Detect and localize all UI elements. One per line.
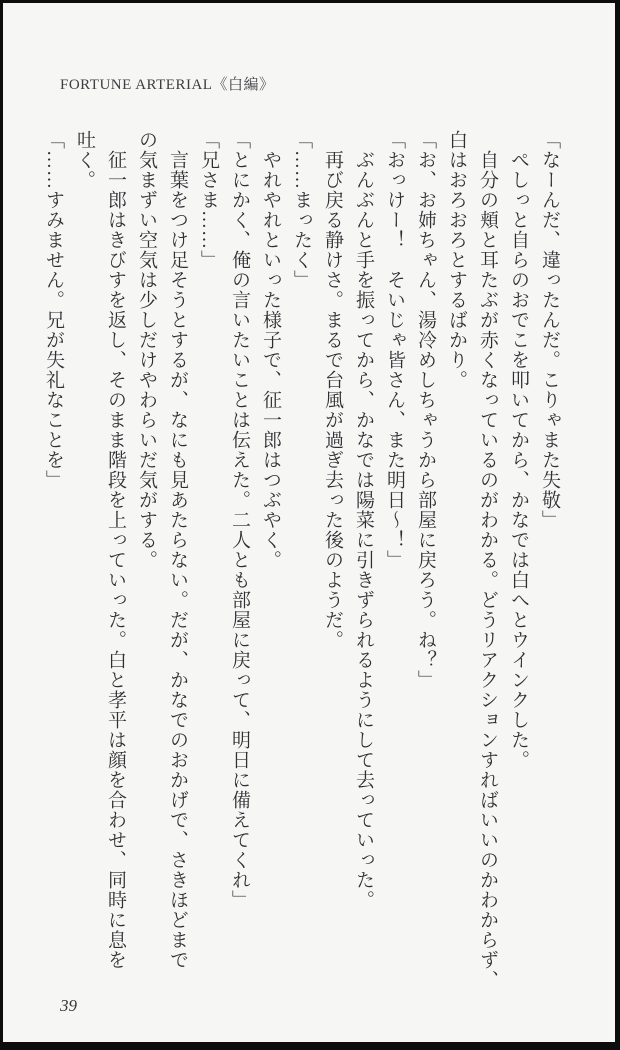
text-column: 「……すみません。兄が失礼なことを」 [43, 130, 64, 490]
text-column: 自分の頬と耳たぶが赤くなっているのがわかる。どうリアクションすればいいのかわからず、 [477, 130, 498, 990]
novel-text-block [38, 130, 565, 1005]
text-column: の気まずい空気は少しだけやわらいだ気がする。 [136, 130, 157, 570]
text-column: 言葉をつけ足そうとするが、なにも見あたらない。だが、かなでのおかげで、さきほどまで [167, 130, 188, 970]
running-header: FORTUNE ARTERIAL《白編》 [60, 77, 275, 93]
text-column: ぺしっと自らのおでこを叩いてから、かなでは白へとウインクした。 [508, 130, 529, 770]
page-number: 39 [60, 996, 77, 1015]
text-column: やれやれといった様子で、征一郎はつぶやく。 [260, 130, 281, 570]
text-column: 征一郎はきびすを返し、そのまま階段を上っていった。白と孝平は顔を合わせ、同時に息を [105, 130, 126, 970]
text-column: 「……まったく」 [291, 130, 312, 290]
text-column: 「とにかく、俺の言いたいことは伝えた。二人とも部屋に戻って、明日に備えてくれ」 [229, 130, 250, 910]
text-column: 吐く。 [74, 130, 95, 190]
text-column: 白はおろおろとするばかり。 [446, 130, 467, 390]
text-column: 「兄さま……」 [198, 130, 219, 270]
text-column: 「お、お姉ちゃん、湯冷めしちゃうから部屋に戻ろう。ね？」 [415, 130, 436, 690]
text-column: ぶんぶんと手を振ってから、かなでは陽菜に引きずられるようにして去っていった。 [353, 130, 374, 910]
text-column: 「なーんだ、違ったんだ。こりゃまた失敬」 [539, 130, 560, 530]
text-column: 「おっけー！ そいじゃ皆さん、また明日～！」 [384, 130, 405, 570]
text-column: 再び戻る静けさ。まるで台風が過ぎ去った後のようだ。 [322, 130, 343, 650]
